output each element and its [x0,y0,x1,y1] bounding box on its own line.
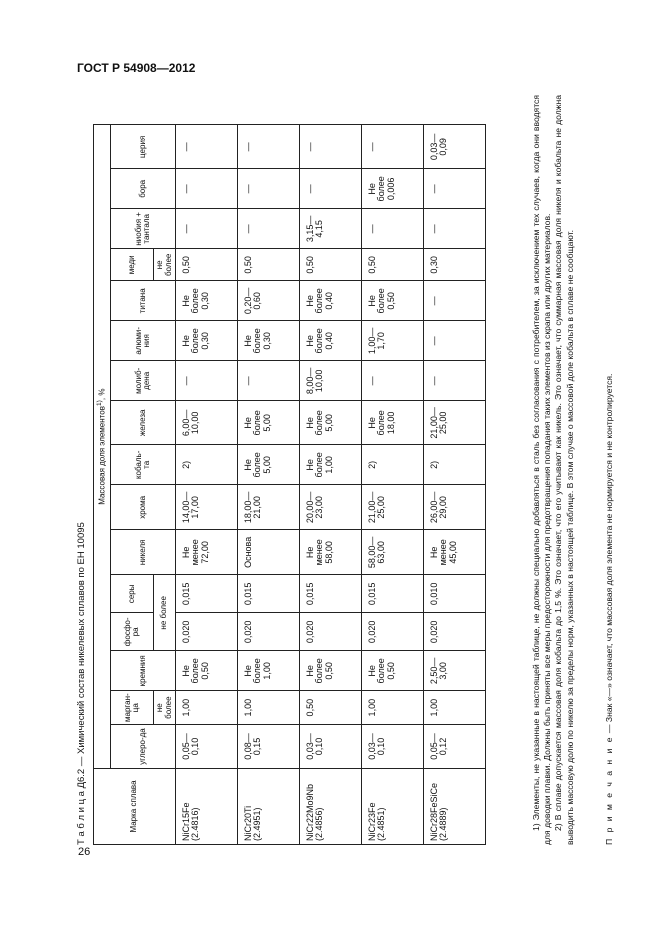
nickel-cell: 58,00— 63,00 [362,530,424,575]
molybdenum-cell: — [176,361,238,401]
aluminum-cell: — [424,321,486,361]
nickel-cell: Не менее 58,00 [300,530,362,575]
molybdenum-cell: — [238,361,300,401]
manganese-limit-header: не более [154,691,176,725]
footnote-1: 1) Элементы, не указанные в настоящей таблице, не должны специально добавляться в сталь без согласования с потребителем, за исключением тех случаев, когда они вводятся для доводки плавки. Должны быть приняты все меры предосторожности для предотвращения попадания таких элементов из скрапа или других материалов. [531,95,553,845]
molybdenum-header: молиб-дена [111,361,176,401]
iron-cell: Не более 5,00 [300,401,362,445]
cobalt-header: кобаль-та [111,445,176,485]
cerium-header: церия [111,125,176,169]
copper-cell: 0,50 [176,249,238,281]
phosphorus-cell: 0,020 [176,613,238,651]
aluminum-cell: Не более 0,40 [300,321,362,361]
titanium-cell: Не более 0,40 [300,281,362,321]
copper-header: меди [111,249,154,281]
table-row [362,125,424,845]
grade-cell: NiCr20Ti (2.4951) [238,769,300,845]
chromium-cell: 14,00— 17,00 [176,485,238,530]
molybdenum-cell: 8,00— 10,00 [300,361,362,401]
rotated-table-block [76,89,614,873]
carbon-cell: 0,03— 0,10 [362,725,424,769]
boron-cell: — [300,169,362,209]
silicon-cell: Не более 0,50 [300,651,362,691]
chromium-cell: 26,00— 29,00 [424,485,486,530]
silicon-header: кремния [111,651,176,691]
iron-cell: 6,00— 10,00 [176,401,238,445]
boron-cell: — [176,169,238,209]
carbon-cell: 0,05— 0,10 [176,725,238,769]
aluminum-cell: Не более 0,30 [176,321,238,361]
titanium-cell: 0,20— 0,60 [238,281,300,321]
copper-limit-header: не более [154,249,176,281]
grade-cell: NiCr22Mo9Nb (2.4856) [300,769,362,845]
carbon-cell: 0,05— 0,12 [424,725,486,769]
titanium-header: титана [111,281,176,321]
iron-cell: 21,00— 25,00 [424,401,486,445]
mass-fraction-header: Массовая доля элементов$^{1)}$, % [94,125,111,769]
niobium-header: ниобия + тантала [111,209,176,249]
table-row [176,125,238,845]
chromium-cell: 20,00— 23,00 [300,485,362,530]
grade-cell: NiCr23Fe (2.4851) [362,769,424,845]
manganese-header: марган-ца [111,691,154,725]
sulfur-cell: 0,015 [238,575,300,613]
nickel-cell: Не менее 72,00 [176,530,238,575]
niobium-cell: — [424,209,486,249]
copper-cell: 0,50 [300,249,362,281]
grade-cell: NiCr15Fe (2.4816) [176,769,238,845]
manganese-cell: 1,00 [362,691,424,725]
nickel-cell: Не менее 45,00 [424,530,486,575]
molybdenum-cell: — [362,361,424,401]
niobium-cell: 3,15— 4,15 [300,209,362,249]
manganese-cell: 1,00 [238,691,300,725]
copper-cell: 0,50 [238,249,300,281]
grade-header: Марка сплава [94,769,176,845]
composition-table [93,124,486,845]
iron-cell: Не более 18,00 [362,401,424,445]
footnote-2: 2) В сплаве допускается массовая доля кобальта до 1,5 %. Это означает, что его учитывают как никель. Это означает, что суммарная массовая доля никеля и кобальта не должна выводить массовую долю по никелю за пределы норм, указанных в настоящей таблице. В этом случае о массовой доле кобальта в сплаве не сообщают. [553,95,575,845]
footnotes [531,95,576,845]
copper-cell: 0,50 [362,249,424,281]
cerium-cell: — [176,125,238,169]
nickel-cell: Основа [238,530,300,575]
sulfur-cell: 0,015 [300,575,362,613]
cobalt-cell: Не более 1,00 [300,445,362,485]
carbon-cell: 0,08— 0,15 [238,725,300,769]
cerium-cell: — [238,125,300,169]
phosphorus-cell: 0,020 [424,613,486,651]
molybdenum-cell: — [424,361,486,401]
niobium-cell: — [238,209,300,249]
cobalt-cell: 2) [176,445,238,485]
p-s-limit-header: не более [154,575,176,651]
note-label: П р и м е ч а н и е [604,735,614,845]
cobalt-cell: Не более 5,00 [238,445,300,485]
silicon-cell: Не более 0,50 [176,651,238,691]
carbon-cell: 0,03— 0,10 [300,725,362,769]
titanium-cell: Не более 0,50 [362,281,424,321]
boron-header: бора [111,169,176,209]
table-row [424,125,486,845]
note-text: — Знак «—» означает, что массовая доля элемента не нормируется и не контролируется. [604,373,614,736]
phosphorus-header: фосфо-ра [111,613,154,651]
sulfur-cell: 0,010 [424,575,486,613]
silicon-cell: Не более 1,00 [238,651,300,691]
phosphorus-cell: 0,020 [238,613,300,651]
page-header-title: ГОСТ Р 54908—2012 [77,61,196,75]
iron-header: железа [111,401,176,445]
cerium-cell: 0,03— 0,09 [424,125,486,169]
cobalt-cell: 2) [362,445,424,485]
manganese-cell: 1,00 [424,691,486,725]
page-number: 26 [78,846,91,858]
chromium-cell: 18,00— 21,00 [238,485,300,530]
sulfur-cell: 0,015 [176,575,238,613]
cerium-cell: — [300,125,362,169]
silicon-cell: Не более 0,50 [362,651,424,691]
manganese-cell: 1,00 [176,691,238,725]
nickel-header: никеля [111,530,176,575]
titanium-cell: Не более 0,30 [176,281,238,321]
table-note [604,374,614,845]
aluminum-cell: 1,00— 1,70 [362,321,424,361]
boron-cell: — [424,169,486,209]
boron-cell: Не более 0,006 [362,169,424,209]
grade-cell: NiCr28FeSiCe (2.4889) [424,769,486,845]
chromium-header: хрома [111,485,176,530]
copper-cell: 0,30 [424,249,486,281]
aluminum-header: алюми-ния [111,321,176,361]
table-row [238,125,300,845]
niobium-cell: — [176,209,238,249]
cerium-cell: — [362,125,424,169]
carbon-header: углеро-да [111,725,176,769]
aluminum-cell: Не более 0,30 [238,321,300,361]
table-caption: Т а б л и ц а Д6.2 — Химический состав никелевых сплавов по ЕН 10095 [76,522,87,845]
phosphorus-cell: 0,020 [362,613,424,651]
sulfur-header: серы [111,575,154,613]
manganese-cell: 0,50 [300,691,362,725]
niobium-cell: — [362,209,424,249]
cobalt-cell: 2) [424,445,486,485]
boron-cell: — [238,169,300,209]
chromium-cell: 21,00— 25,00 [362,485,424,530]
sulfur-cell: 0,015 [362,575,424,613]
phosphorus-cell: 0,020 [300,613,362,651]
table-row [300,125,362,845]
titanium-cell: — [424,281,486,321]
silicon-cell: 2,50— 3,00 [424,651,486,691]
iron-cell: Не более 5,00 [238,401,300,445]
